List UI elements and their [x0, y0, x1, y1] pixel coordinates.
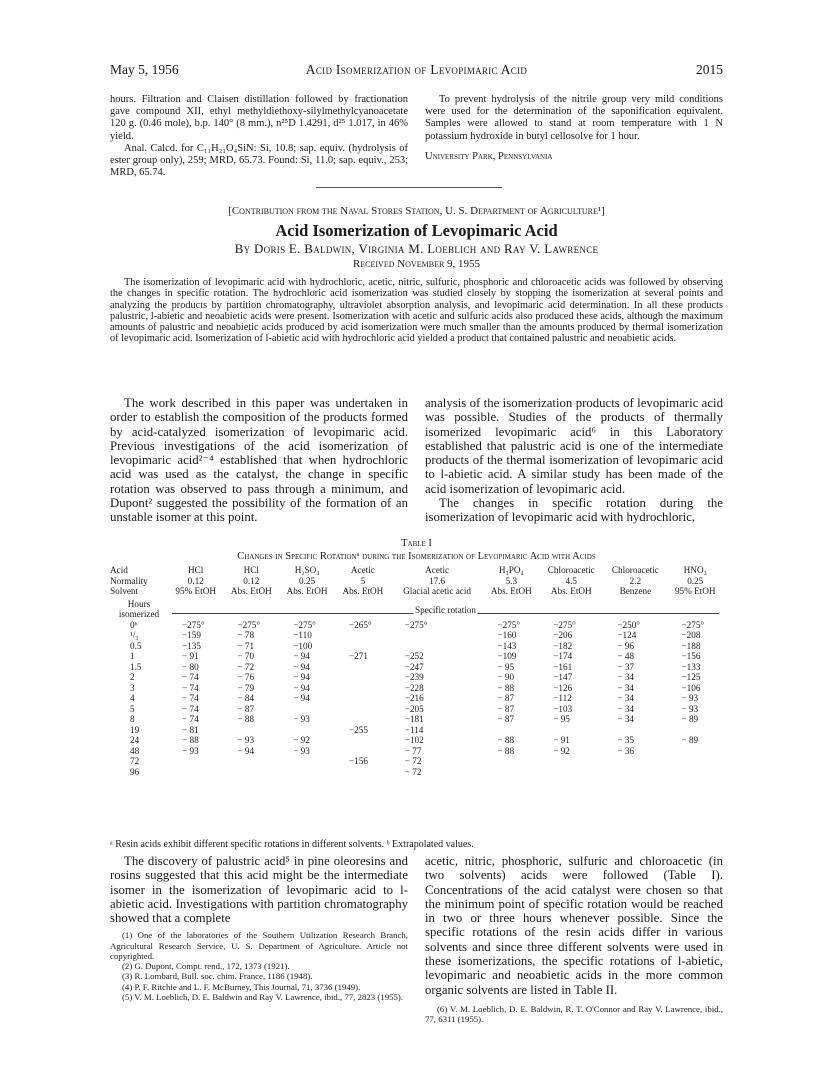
- section-divider: [316, 187, 502, 188]
- value-cell: −216: [404, 693, 424, 703]
- value-cell: [168, 756, 223, 767]
- value-cell: −156: [348, 756, 368, 766]
- value-cell: −109: [497, 651, 517, 661]
- value-cell: −275°: [497, 619, 521, 630]
- value-cell: − 84: [237, 693, 255, 703]
- body-col1-text: The work described in this paper was undertaken in order to establish the composition of the products formed by acid-catalyzed isomerization of levopimaric acid. Previous investigations of the acid isomerization of levopimaric acid²⁻⁴ established that when hydrochloric acid was used as the catalyst, the change in specific rotation was observed to pass through a minimum, and Dupont² suggested the possibility of the formation of an unstable isomer at this point.: [110, 396, 408, 525]
- span-row: [110, 597, 723, 620]
- hours-cell: 72: [130, 756, 140, 766]
- value-cell: −126: [553, 682, 573, 693]
- value-cell: −275°: [293, 619, 316, 630]
- value-cell: −275°: [237, 619, 261, 630]
- value-cell: −188: [681, 640, 701, 651]
- span-rule: [172, 602, 719, 614]
- column-header: H₃PO₄: [498, 565, 524, 575]
- value-cell: [335, 630, 391, 641]
- column-header: 2.2: [629, 575, 642, 586]
- value-cell: −275°: [182, 619, 205, 630]
- footnote: (3) R. Lombard, Bull. soc. chim. France, 1186 (1948).: [122, 971, 313, 982]
- column-header: Glacial acetic acid: [403, 586, 472, 596]
- footnotes-col2: [425, 1004, 723, 1024]
- footnote: (6) V. M. Loeblich, D. E. Baldwin, R. T. O'Connor and Ray V. Lawrence, ibid., 77, 6311 (1955).: [425, 1003, 723, 1025]
- value-cell: [223, 756, 279, 767]
- value-cell: [603, 767, 667, 778]
- hours-cell: 0.5: [130, 640, 142, 651]
- column-header: Abs. EtOH: [342, 586, 384, 596]
- table-label: Table I: [401, 538, 432, 549]
- data-table: [110, 565, 723, 777]
- value-cell: − 94: [293, 661, 310, 672]
- footnote: (2) G. Dupont, Compt. rend., 172, 1373 (1921).: [122, 961, 290, 972]
- value-cell: −265°: [348, 619, 372, 630]
- value-cell: −182: [553, 640, 573, 651]
- value-cell: [483, 767, 539, 778]
- value-cell: − 87: [497, 693, 515, 703]
- value-cell: − 89: [681, 714, 699, 724]
- value-cell: − 90: [497, 672, 515, 682]
- column-header: Abs. EtOH: [286, 586, 328, 596]
- footnotes-col1: [110, 930, 408, 1001]
- value-cell: − 88: [497, 745, 515, 756]
- value-cell: −159: [182, 630, 201, 640]
- footnote: (1) One of the laboratories of the Southern Utilization Research Branch, Agricultural Research Service, U. S. Department of Agriculture. Article not copyrighted.: [110, 930, 408, 961]
- abstract-text: The isomerization of levopimaric acid with hydrochloric, acetic, nitric, sulfuric, phosphoric and chloroacetic acids was followed by observing the changes in specific rotation. The hydrochloric acid isomerization was studied closely by stopping the isomerization at several points and analyzing the products by partition chromatography, ultraviolet absorption analysis, and levopimaric acid determination. In all these products palustric, l-abietic and neoabietic acids were present. Isomerization with acetic and sulfuric acids also produced these acids, although the maximum amounts of palustric and neoabietic acids produced by acid isomerization were much smaller than the amounts produced by thermal isomerization of levopimaric acid. Isomerization of l-abietic acid with hydrochloric acid yielded a product that contained palustric and neoabietic acids.: [110, 277, 723, 345]
- value-cell: [335, 641, 391, 652]
- value-cell: − 94: [293, 682, 310, 693]
- lower-col2-text: acetic, nitric, phosphoric, sulfuric and chloroacetic (in two solvents) acids were followed (Table I). Concentrations of the acid catalyst were chosen so that the minimum point of specific rotation would be reached in two or three hours whenever possible. Since the specific rotations of the resin acids differ in various solvents and since three different solvents were used in these isomerizations, the specific rotations of l-abietic, levopimaric and neoabietic acids in the more common organic solvents are listed in Table II.: [425, 854, 723, 997]
- body-col2-p2: The changes in specific rotation during the isomerization of levopimaric acid with hydrochloric,: [425, 496, 723, 525]
- value-cell: [603, 756, 667, 767]
- value-cell: [391, 641, 484, 652]
- hours-cell: 24: [130, 735, 140, 745]
- value-cell: − 34: [617, 703, 635, 714]
- column-header: 0.25: [299, 575, 316, 586]
- value-cell: −147: [553, 672, 573, 682]
- article-title: Acid Isomerization of Levopimaric Acid: [275, 221, 558, 240]
- table-row: [110, 714, 723, 725]
- prev-article-col1: [110, 94, 408, 179]
- value-cell: −112: [553, 693, 572, 703]
- value-cell: [279, 756, 335, 767]
- column-header: 17.6: [429, 575, 446, 586]
- value-cell: [168, 767, 223, 778]
- value-cell: − 93: [293, 714, 310, 724]
- value-cell: − 74: [182, 703, 199, 714]
- value-cell: − 76: [237, 672, 255, 682]
- footnote: (4) P. F. Ritchie and L. F. McBurney, This Journal, 71, 3736 (1949).: [122, 981, 361, 992]
- value-cell: [483, 756, 539, 767]
- value-cell: [279, 767, 335, 778]
- value-cell: [667, 756, 723, 767]
- value-cell: − 94: [293, 693, 310, 703]
- table-caption: Changes in Specific Rotationᵃ during the Isomerization of Levopimaric Acid with Acids: [237, 551, 596, 562]
- table-row: [110, 620, 723, 631]
- prev-article-anal: Anal. Calcd. for C₁₁H₂₁O₄SiN: Si, 10.8; sap. equiv. (hydrolysis of ester group only), 259; MRD, 65.73. Found: Si, 11.0; sap. equiv., 253; MRD, 65.74.: [110, 142, 408, 179]
- value-cell: −206: [553, 630, 573, 640]
- row-label: Acid: [110, 565, 128, 575]
- value-cell: − 80: [182, 661, 199, 672]
- value-cell: − 36: [617, 745, 635, 756]
- value-cell: −275°: [553, 619, 576, 630]
- value-cell: −133: [681, 661, 701, 672]
- value-cell: [335, 704, 391, 715]
- value-cell: −110: [293, 630, 312, 640]
- value-cell: − 88: [182, 735, 199, 745]
- column-header: 95% EtOH: [175, 586, 216, 596]
- column-header: Acetic: [425, 565, 450, 575]
- value-cell: [483, 725, 539, 736]
- value-cell: − 96: [617, 640, 635, 651]
- value-cell: − 34: [617, 714, 635, 724]
- value-cell: −114: [404, 724, 424, 735]
- value-cell: [667, 767, 723, 778]
- value-cell: [335, 672, 391, 683]
- column-header: HCl: [243, 565, 259, 575]
- value-cell: − 79: [237, 682, 255, 693]
- column-header: 5: [360, 575, 366, 586]
- prev-article-affiliation: University Park, Pennsylvania: [425, 150, 553, 162]
- hours-cell: 4: [130, 693, 135, 703]
- table-row: [110, 735, 723, 746]
- value-cell: − 91: [553, 735, 570, 745]
- value-cell: − 94: [293, 651, 310, 661]
- column-header: Abs. EtOH: [230, 586, 272, 596]
- column-header: 0.12: [243, 575, 260, 586]
- hours-cell: ¹/₃: [130, 630, 139, 640]
- value-cell: −250°: [617, 619, 640, 630]
- column-header: 5.3: [505, 575, 518, 586]
- value-cell: − 74: [182, 693, 199, 703]
- value-cell: − 87: [497, 714, 515, 724]
- column-header: 95% EtOH: [674, 586, 716, 596]
- value-cell: −239: [404, 672, 424, 682]
- value-cell: −205: [404, 703, 424, 714]
- table-row: [110, 693, 723, 704]
- value-cell: − 81: [182, 724, 199, 735]
- value-cell: − 92: [293, 735, 310, 745]
- row-label: Normality: [110, 575, 148, 586]
- value-cell: [667, 746, 723, 757]
- value-cell: − 95: [553, 714, 570, 724]
- table-row: [110, 756, 723, 767]
- value-cell: − 72: [237, 661, 255, 672]
- value-cell: − 74: [182, 714, 199, 724]
- value-cell: − 70: [237, 651, 255, 661]
- column-header: 0.25: [687, 575, 704, 586]
- table-row: [110, 746, 723, 757]
- value-cell: − 91: [182, 651, 199, 661]
- table-row: [110, 651, 723, 662]
- table-row: [110, 672, 723, 683]
- page-header: [110, 62, 723, 80]
- prev-article-text: hours. Filtration and Claisen distillation followed by fractionation gave compound XII, ethyl methyldiethoxy-silylmethylcyanoacetate 120 g. (0.46 mole), b.p. 140° (8 mm.), n²⁵D 1.4291, d²⁵ 1.017, in 46% yield.: [110, 94, 408, 142]
- value-cell: − 88: [497, 682, 515, 693]
- hours-cell: 1.5: [130, 661, 142, 672]
- hours-cell: 1: [130, 651, 135, 661]
- value-cell: [667, 725, 723, 736]
- hours-cell: 3: [130, 682, 135, 693]
- value-cell: −125: [681, 672, 701, 682]
- value-cell: [391, 630, 484, 641]
- value-cell: −156: [681, 651, 701, 661]
- value-cell: [539, 756, 603, 767]
- value-cell: − 34: [617, 682, 635, 693]
- value-cell: [335, 693, 391, 704]
- value-cell: − 72: [404, 756, 422, 766]
- value-cell: − 37: [617, 661, 635, 672]
- column-header: Benzene: [619, 586, 652, 596]
- column-header: Acetic: [350, 565, 375, 575]
- column-header: Abs. EtOH: [490, 586, 532, 596]
- value-cell: [335, 714, 391, 725]
- value-cell: [539, 725, 603, 736]
- span-label: Specific rotation: [415, 604, 476, 615]
- hours-cell: 0ᵇ: [130, 619, 138, 630]
- value-cell: − 78: [237, 630, 255, 640]
- table-row: [110, 725, 723, 736]
- value-cell: [223, 725, 279, 736]
- row-label: Solvent: [110, 586, 139, 596]
- table-row: [110, 662, 723, 673]
- value-cell: − 74: [182, 672, 199, 682]
- table-header-row: [110, 576, 723, 587]
- span-cell: [168, 597, 723, 620]
- received-date: Received November 9, 1955: [352, 258, 481, 270]
- value-cell: −100: [293, 640, 313, 651]
- table-row: [110, 641, 723, 652]
- column-header: Chloroacetic: [611, 565, 659, 575]
- value-cell: − 93: [681, 693, 699, 703]
- value-cell: [223, 767, 279, 778]
- value-cell: −181: [404, 714, 424, 724]
- value-cell: − 35: [617, 735, 635, 745]
- value-cell: − 48: [617, 651, 635, 661]
- value-cell: − 34: [617, 672, 635, 682]
- body-col1: [110, 396, 408, 525]
- hours-label: Hours isomerized: [118, 598, 160, 619]
- table-row: [110, 630, 723, 641]
- table-row: [110, 704, 723, 715]
- value-cell: −102: [404, 735, 424, 745]
- column-header: Chloroacetic: [547, 565, 595, 575]
- value-cell: [539, 767, 603, 778]
- column-header: 4.5: [565, 575, 578, 586]
- value-cell: − 94: [293, 672, 310, 682]
- header-date: May 5, 1956: [110, 62, 179, 77]
- value-cell: −275°: [404, 619, 428, 630]
- value-cell: −271: [348, 651, 368, 661]
- value-cell: −103: [553, 703, 573, 714]
- value-cell: [603, 725, 667, 736]
- value-cell: −208: [681, 630, 701, 640]
- abstract: [110, 277, 723, 345]
- prev-article-col2: [425, 94, 723, 163]
- value-cell: − 34: [617, 693, 635, 703]
- value-cell: −252: [404, 651, 424, 661]
- hours-cell: 96: [130, 766, 140, 777]
- hours-cell: 8: [130, 714, 135, 724]
- value-cell: −106: [681, 682, 701, 693]
- column-header: H₂SO₄: [294, 565, 320, 575]
- value-cell: − 93: [182, 745, 199, 756]
- value-cell: [335, 746, 391, 757]
- table-header-row: [110, 586, 723, 597]
- column-header: HCl: [188, 565, 204, 575]
- table-footnote: ᵃ Resin acids exhibit different specific rotations in different solvents. ᵇ Extrapolated values.: [110, 839, 474, 850]
- value-cell: [335, 767, 391, 778]
- value-cell: − 92: [553, 745, 570, 756]
- value-cell: [279, 725, 335, 736]
- hours-cell: 48: [130, 745, 140, 756]
- value-cell: −247: [404, 661, 424, 672]
- lower-col2: [425, 854, 723, 1024]
- lower-col1: [110, 854, 408, 1002]
- value-cell: − 74: [182, 682, 199, 693]
- value-cell: −228: [404, 682, 424, 693]
- value-cell: −135: [182, 640, 201, 651]
- value-cell: [335, 683, 391, 694]
- value-cell: −275°: [681, 619, 705, 630]
- column-header: Abs. EtOH: [550, 586, 592, 596]
- contribution-note: [Contribution from the Naval Stores Station, U. S. Department of Agriculture¹]: [228, 205, 605, 217]
- table-row: [110, 683, 723, 694]
- body-col2: [425, 396, 723, 525]
- value-cell: −255: [348, 724, 368, 735]
- value-cell: −160: [497, 630, 517, 640]
- body-col2-p1: analysis of the isomerization products of levopimaric acid was possible. Studies of the products of thermally isomerized levopimaric acid⁶ in this Laboratory established that palustric acid is one of the intermediate products of the thermal isomerization of levopimaric acid to l-abietic acid. A similar study has been made of the acid isomerization of levopimaric acid.: [425, 396, 723, 496]
- value-cell: − 89: [681, 735, 699, 745]
- value-cell: − 93: [237, 735, 255, 745]
- column-header: HNO₃: [683, 565, 707, 575]
- table-row: [110, 767, 723, 778]
- article-authors: By Doris E. Baldwin, Virginia M. Loeblich and Ray V. Lawrence: [234, 241, 599, 256]
- footnote: (5) V. M. Loeblich, D. E. Baldwin and Ray V. Lawrence, ibid., 77, 2823 (1955).: [122, 991, 404, 1002]
- value-cell: − 88: [497, 735, 515, 745]
- value-cell: [335, 735, 391, 746]
- prev-article-col2-text: To prevent hydrolysis of the nitrile group very mild conditions were used for the determination of the saponification equivalent. Samples were allowed to stand at room temperature with 1 N potassium hydroxide in butyl cellosolve for 1 hour.: [425, 94, 723, 142]
- table-1: [110, 565, 723, 777]
- hours-cell: 2: [130, 672, 135, 682]
- value-cell: −143: [497, 640, 517, 651]
- lower-col1-text: The discovery of palustric acid⁵ in pine oleoresins and rosins suggested that this acid might be the intermediate isomer in the isomerization of levopimaric acid to l-abietic acid. Investigations with partition chromatography showed that a complete: [110, 854, 408, 926]
- table-header-row: [110, 565, 723, 576]
- value-cell: − 94: [237, 745, 255, 756]
- column-header: 0.12: [187, 575, 204, 586]
- value-cell: − 87: [237, 703, 255, 714]
- header-page-number: 2015: [696, 62, 723, 77]
- value-cell: −174: [553, 651, 573, 661]
- hours-cell: 5: [130, 703, 135, 714]
- value-cell: − 77: [404, 745, 422, 756]
- value-cell: − 88: [237, 714, 255, 724]
- hours-cell: 19: [130, 724, 140, 735]
- value-cell: − 95: [497, 661, 515, 672]
- value-cell: [335, 662, 391, 673]
- value-cell: [279, 704, 335, 715]
- value-cell: − 93: [681, 703, 699, 714]
- value-cell: − 72: [404, 766, 422, 777]
- value-cell: − 71: [237, 640, 255, 651]
- value-cell: −161: [553, 661, 573, 672]
- value-cell: − 87: [497, 703, 515, 714]
- value-cell: −124: [617, 630, 637, 640]
- value-cell: − 93: [293, 745, 310, 756]
- header-running-title: Acid Isomerization of Levopimaric Acid: [305, 62, 528, 77]
